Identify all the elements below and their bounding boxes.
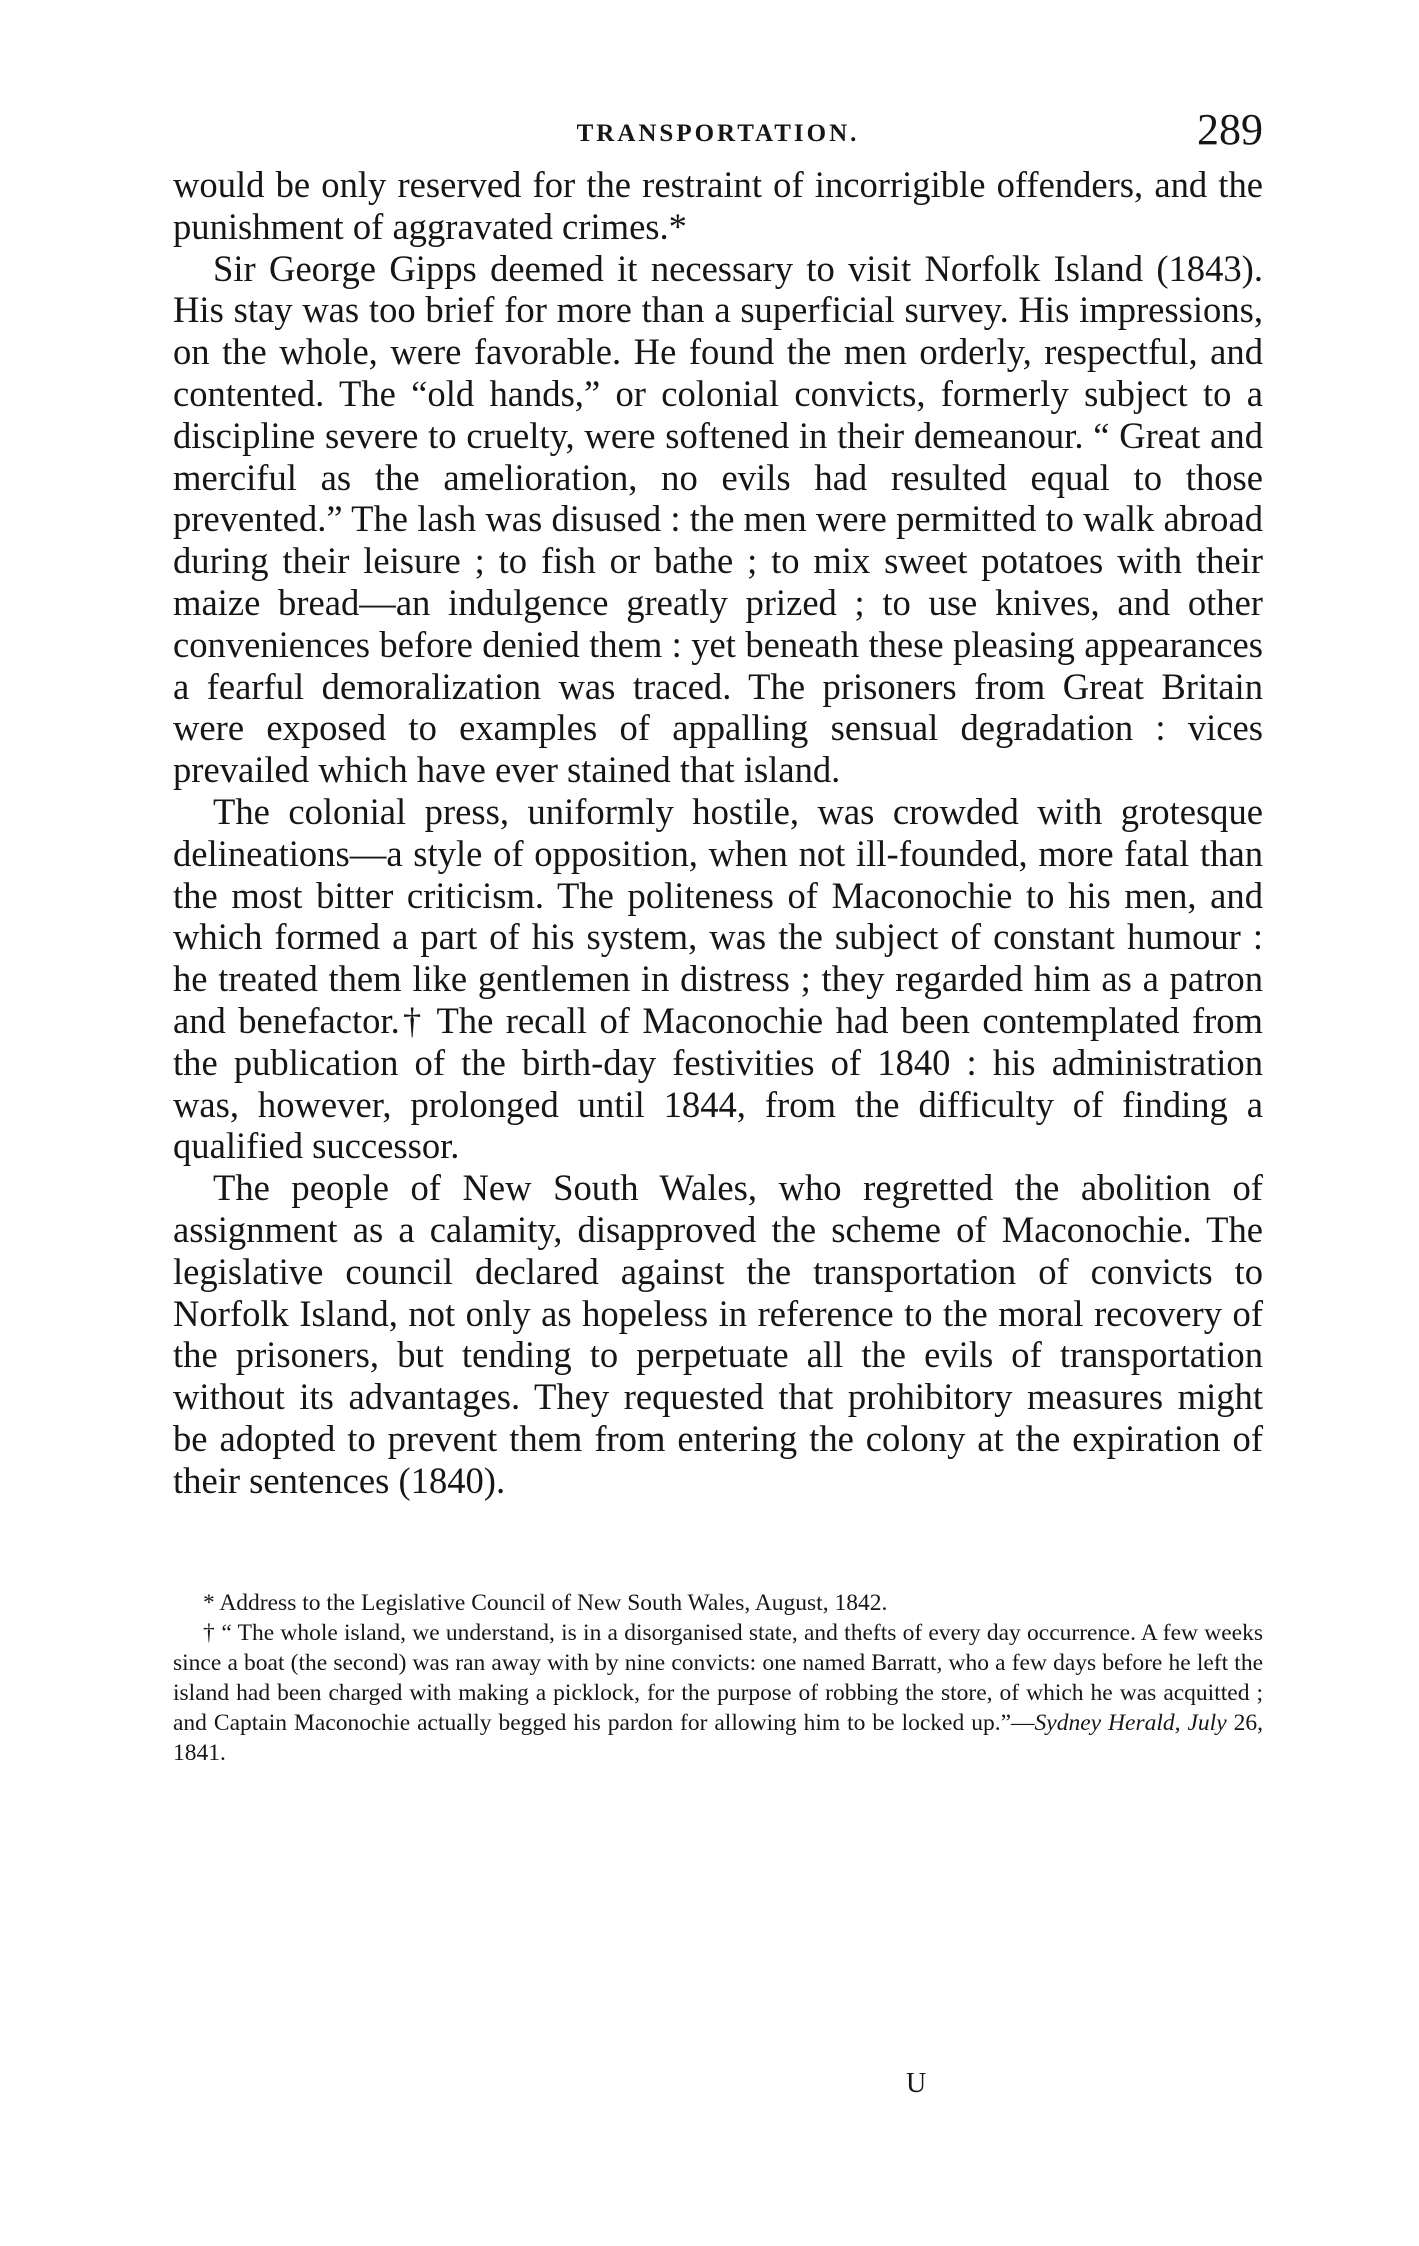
footnotes <box>173 1588 1263 1768</box>
signature-mark: U <box>906 2068 927 2099</box>
footnote-2-date: 26, 1841. <box>173 1709 1263 1766</box>
paragraph-colonial-press: The colonial press, uniformly hostile, was crowded with grotesque delineations—a style of opposition, when not ill-founded, more fatal than the most bitter criticism. The politeness of Maconochie to his men, and which formed a part of his system, was the subject of constant humour : he treated them like gentlemen in distress ; they regarded him as a patron and benefactor.† The recall of Maconochie had been contemplated from the publication of the birth-day festivities of 1840 : his administration was, however, prolonged until 1844, from the difficulty of finding a qualified successor. <box>173 790 1263 1167</box>
footnote-2-source: Sydney Herald, July <box>1034 1709 1227 1736</box>
running-head <box>173 98 1263 158</box>
body-text <box>173 164 1263 1502</box>
paragraph-gipps-visit: Sir George Gipps deemed it necessary to visit Norfolk Island (1843). His stay was too brief for more than a superficial survey. His impressions, on the whole, were favorable. He found the men orderly, respectful, and contented. The “old hands,” or colonial convicts, formerly subject to a discipline severe to cruelty, were softened in their demeanour. “ Great and merciful as the amelioration, no evils had resulted equal to those prevented.” The lash was disused : the men were permitted to walk abroad during their leisure ; to fish or bathe ; to mix sweet potatoes with their maize bread—an indulgence greatly prized ; to use knives, and other conveniences before denied them : yet beneath these pleasing appearances a fearful demoralization was traced. The prisoners from Great Britain were exposed to examples of appalling sensual degradation : vices prevailed which have ever stained that island. <box>173 247 1263 791</box>
paragraph-continuation: would be only reserved for the restraint of incorrigible offenders, and the punishment of aggravated crimes.* <box>173 164 1263 247</box>
book-page <box>173 98 1263 1768</box>
page-number: 289 <box>1197 105 1263 154</box>
footnote-2 <box>173 1618 1263 1768</box>
footnote-2-text: † “ The whole island, we understand, is in a disorganised state, and thefts of every day occurrence. A few weeks since a boat (the second) was ran away with by nine convicts: one named Barratt, who a few days before he left the island had been charged with making a picklock, for the purpose of robbing the store, of which he was acquitted ; and Captain Maconochie actually begged his pardon for allowing him to be locked up.”— <box>173 1619 1263 1736</box>
running-title: TRANSPORTATION. <box>576 120 860 147</box>
paragraph-new-south-wales: The people of New South Wales, who regretted the abolition of assignment as a calamity, disapproved the scheme of Maconochie. The legislative council declared against the transportation of convicts to Norfolk Island, not only as hopeless in reference to the moral recovery of the prisoners, but tending to perpetuate all the evils of transportation without its advantages. They requested that prohibitory measures might be adopted to prevent them from entering the colony at the expiration of their sentences (1840). <box>173 1167 1263 1501</box>
footnote-1: * Address to the Legislative Council of New South Wales, August, 1842. <box>203 1589 888 1616</box>
